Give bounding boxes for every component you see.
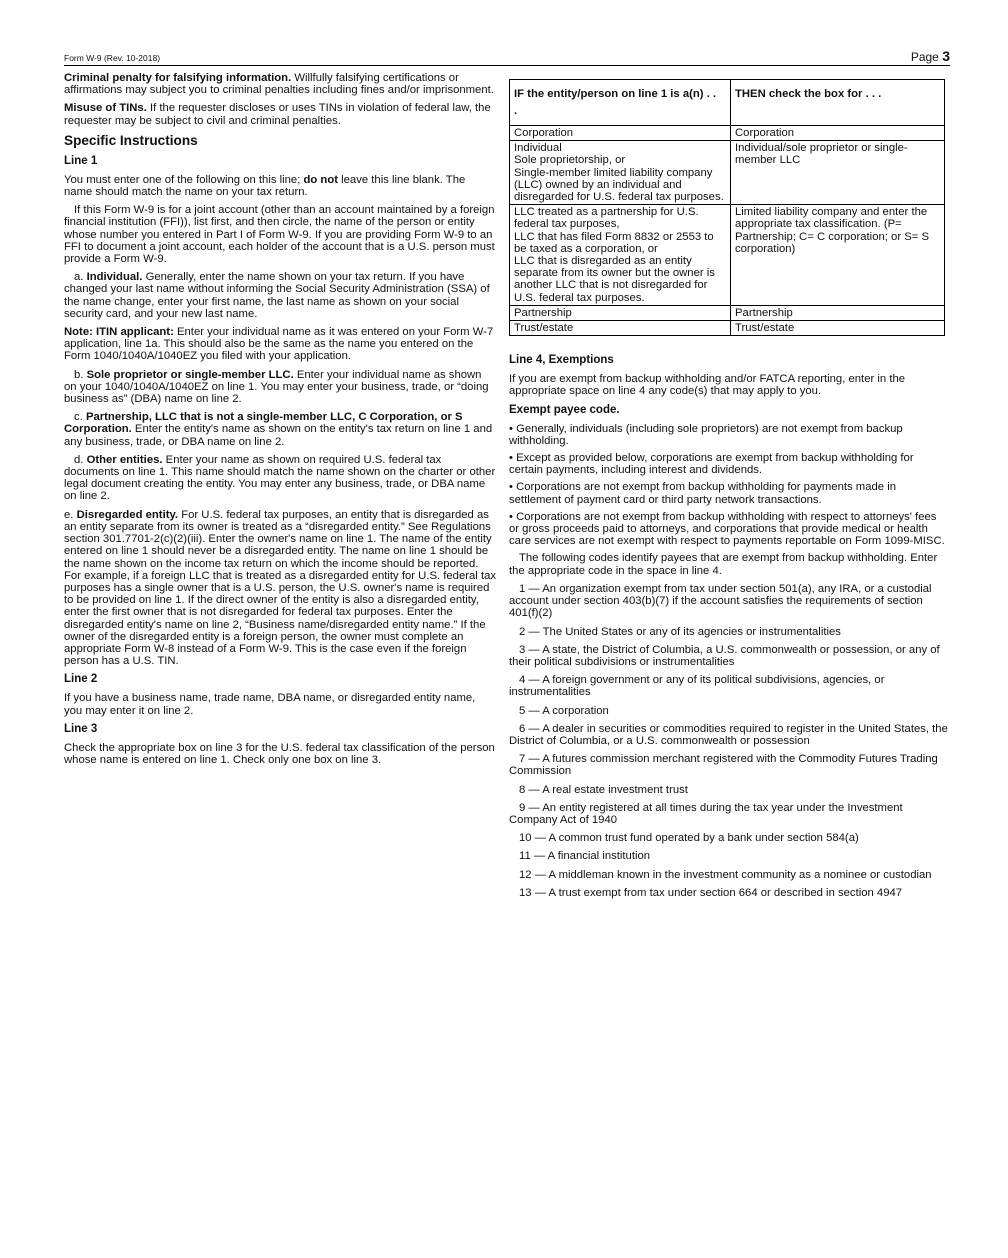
exempt-bullet-item: • Corporations are not exempt from backup withholding for payments made in settlement of payment card or third party network transactions.: [509, 481, 896, 506]
exempt-code-item: 4 — A foreign government or any of its political subdivisions, agencies, or instrumentalities: [509, 674, 885, 699]
other-entities-text: Enter your name as shown on required U.S. federal tax documents on line 1. This name should match the name shown on the charter or other legal document creating the entity. You may enter any business, trade, or DBA name on line 2.: [64, 453, 496, 503]
page-number-value: 3: [942, 48, 950, 64]
exempt-code-item: 12 — A middleman known in the investment community as a nominee or custodian: [519, 868, 932, 881]
misuse-tins-paragraph: [64, 102, 496, 126]
right-column: [509, 72, 949, 905]
page-header: [64, 47, 950, 66]
line1-p1-a: You must enter one of the following on this line;: [64, 173, 304, 186]
table-header-then: THEN check the box for . . .: [731, 80, 945, 126]
exempt-bullets: [509, 423, 949, 548]
table-cell-checkbox: Limited liability company and enter the appropriate tax classification. (P= Partnership; C= C corporation; or S= S corporation): [731, 205, 945, 306]
disregarded-entity-text: For U.S. federal tax purposes, an entity that is disregarded as an entity separate from its owner is treated as a “disregarded entity.” See Regulations section 301.7701-2(c)(2)(iii). Enter the owner's name on line 1. The name of the entity entered on line 1 should never be a disregarded entity. The name on line 1 should be the name shown on the income tax return on which the income should be reported. For example, if a foreign LLC that is treated as a disregarded entity for U.S. federal tax purposes has a single owner that is a U.S. person, the U.S. owner's name is required to be provided on line 1. If the direct owner of the entity is also a disregarded entity, enter the first owner that is not disregarded for federal tax purposes. Enter the disregarded entity's name on line 2, “Business name/disregarded entity name.” If the owner of the disregarded entity is a foreign person, the owner must complete an appropriate Form W-8 instead of a Form W-9. This is the case even if the foreign person has a U.S. TIN.: [64, 508, 497, 668]
other-entities-prefix: d.: [74, 453, 87, 466]
individual-text: Generally, enter the name shown on your tax return. If you have changed your last name without informing the Social Security Administration (SSA) of the name change, enter your first name, the last name as shown on your social security card, and your new last name.: [64, 271, 490, 320]
table-cell-entity: Corporation: [510, 126, 731, 141]
exempt-payee-heading: Exempt payee code.: [509, 403, 620, 416]
page-number: [911, 48, 950, 64]
exempt-code-item: 9 — An entity registered at all times during the tax year under the Investment Company Act of 1940: [509, 801, 903, 826]
codes-intro-paragraph: The following codes identify payees that are exempt from backup withholding. Enter the appropriate code in the space in line 4.: [509, 552, 938, 577]
line1-p1-b: leave this line blank. The name should match the name on your tax return.: [64, 173, 466, 199]
disregarded-entity-prefix: e.: [64, 508, 77, 521]
table-cell-checkbox: Trust/estate: [731, 321, 945, 336]
sole-proprietor-title: Sole proprietor or single-member LLC.: [86, 368, 294, 381]
exempt-codes-list: [509, 583, 949, 899]
exempt-code-item: 7 — A futures commission merchant registered with the Commodity Futures Trading Commission: [509, 753, 938, 778]
criminal-penalty-paragraph: [64, 72, 496, 96]
misuse-tins-title: Misuse of TINs.: [64, 102, 147, 115]
exempt-code-item: 11 — A financial institution: [519, 850, 651, 863]
disregarded-entity-paragraph: [64, 509, 496, 668]
line1-heading: Line 1: [64, 154, 98, 167]
left-column: [64, 72, 496, 772]
exempt-code-item: 6 — A dealer in securities or commodities required to register in the United States, the District of Columbia, or a U.S. commonwealth or possession: [509, 722, 948, 747]
criminal-penalty-title: Criminal penalty for falsifying information.: [64, 72, 292, 84]
individual-title: Individual.: [86, 271, 143, 284]
partnership-prefix: c.: [74, 411, 86, 424]
table-cell-checkbox: Individual/sole proprietor or single-member LLC: [731, 141, 945, 205]
sole-proprietor-paragraph: [64, 369, 496, 406]
specific-instructions-heading: Specific Instructions: [64, 132, 198, 148]
itin-note-text: Enter your individual name as it was entered on your Form W-7 application, line 1a. This should also be the same as the name you entered on the Form 1040/1040A/1040EZ you filed with your application.: [64, 326, 494, 363]
exempt-code-item: 1 — An organization exempt from tax under section 501(a), any IRA, or a custodial account under section 403(b)(7) if the account satisfies the requirements of section 401(f)(2): [509, 582, 932, 620]
exempt-code-item: 13 — A trust exempt from tax under section 664 or described in section 4947: [519, 886, 903, 899]
table-row: [510, 141, 945, 205]
line1-p1-bold: do not: [303, 173, 338, 186]
partnership-paragraph: [64, 411, 496, 448]
line1-paragraph-2: If this Form W-9 is for a joint account (other than an account maintained by a foreign financial institution (FFI)), list first, and then circle, the name of the person or entity whose number you entered in Part I of Form W-9. If you are providing Form W-9 to an FFI to document a joint account, each holder of the account that is a U.S. person must provide a Form W-9.: [64, 204, 495, 266]
exempt-code-item: 3 — A state, the District of Columbia, a U.S. commonwealth or possession, or any of their political subdivisions or instrumentalities: [509, 643, 940, 668]
itin-note-title: Note: ITIN applicant:: [64, 326, 174, 339]
table-row: [510, 126, 945, 141]
exempt-bullet-item: • Except as provided below, corporations are exempt from backup withholding for certain payments, including interest and dividends.: [509, 452, 914, 477]
criminal-penalty-text: Willfully falsifying certifications or affirmations may subject you to criminal penalties including fines and/or imprisonment.: [64, 72, 494, 97]
other-entities-paragraph: [64, 454, 496, 503]
exempt-code-item: 10 — A common trust fund operated by a bank under section 584(a): [519, 832, 859, 845]
exempt-code-item: 2 — The United States or any of its agencies or instrumentalities: [519, 625, 841, 638]
line3-heading: Line 3: [64, 722, 98, 735]
table-body: [510, 126, 945, 336]
itin-note-paragraph: [64, 326, 496, 363]
page-prefix: Page: [910, 50, 939, 64]
disregarded-entity-title: Disregarded entity.: [76, 508, 179, 521]
misuse-tins-text: If the requester discloses or uses TINs in violation of federal law, the requester may be subject to civil and criminal penalties.: [64, 102, 491, 127]
table-header-row: [510, 80, 945, 126]
table-cell-checkbox: Partnership: [731, 305, 945, 320]
line2-paragraph: If you have a business name, trade name, DBA name, or disregarded entity name, you may enter it on line 2.: [64, 692, 476, 717]
table-cell-entity: Trust/estate: [510, 321, 731, 336]
table-row: [510, 321, 945, 336]
table-row: [510, 305, 945, 320]
sole-proprietor-prefix: b.: [74, 368, 87, 381]
table-cell-entity: LLC treated as a partnership for U.S. federal tax purposes, LLC that has filed Form 8832 or 2553 to be taxed as a corporation, or LLC that is disregarded as an entity separate from its owner but the owner is another LLC that is not disregarded for U.S. federal tax purposes.: [510, 205, 731, 306]
table-row: [510, 205, 945, 306]
line4-paragraph: If you are exempt from backup withholding and/or FATCA reporting, enter in the appropriate space on line 4 any code(s) that may apply to you.: [509, 373, 906, 398]
individual-prefix: a.: [74, 271, 87, 284]
line2-heading: Line 2: [64, 673, 98, 686]
line1-paragraph-1: [64, 174, 496, 198]
other-entities-title: Other entities.: [86, 453, 163, 466]
exempt-code-item: 5 — A corporation: [519, 704, 609, 717]
form-id: Form W-9 (Rev. 10-2018): [64, 53, 161, 63]
table-cell-checkbox: Corporation: [731, 126, 945, 141]
individual-paragraph: [64, 271, 496, 320]
exempt-code-item: 8 — A real estate investment trust: [519, 783, 688, 796]
exempt-bullet-item: • Generally, individuals (including sole proprietors) are not exempt from backup withholding.: [509, 422, 903, 447]
table-cell-entity: Partnership: [510, 305, 731, 320]
entity-classification-table: [509, 79, 945, 336]
table-header-if: IF the entity/person on line 1 is a(n) . . .: [510, 80, 731, 126]
line3-paragraph: Check the appropriate box on line 3 for the U.S. federal tax classification of the person whose name is entered on line 1. Check only one box on line 3.: [64, 741, 495, 766]
exempt-bullet-item: • Corporations are not exempt from backup withholding with respect to attorneys' fees or gross proceeds paid to attorneys, and corporations that provide medical or health care services are not exempt with respect to payments reportable on Form 1099-MISC.: [509, 510, 945, 548]
line4-heading: Line 4, Exemptions: [509, 354, 614, 367]
table-cell-entity: Individual Sole proprietorship, or Single-member limited liability company (LLC) owned by an individual and disregarded for U.S. federal tax purposes.: [510, 141, 731, 205]
partnership-text: Enter the entity's name as shown on the entity's tax return on line 1 and any business, trade, or DBA name on line 2.: [64, 423, 493, 448]
sole-proprietor-text: Enter your individual name as shown on your 1040/1040A/1040EZ on line 1. You may enter your business, trade, or “doing business as” (DBA) name on line 2.: [64, 368, 489, 406]
partnership-title: Partnership, LLC that is not a single-member LLC, C Corporation, or S Corporation.: [64, 411, 463, 436]
